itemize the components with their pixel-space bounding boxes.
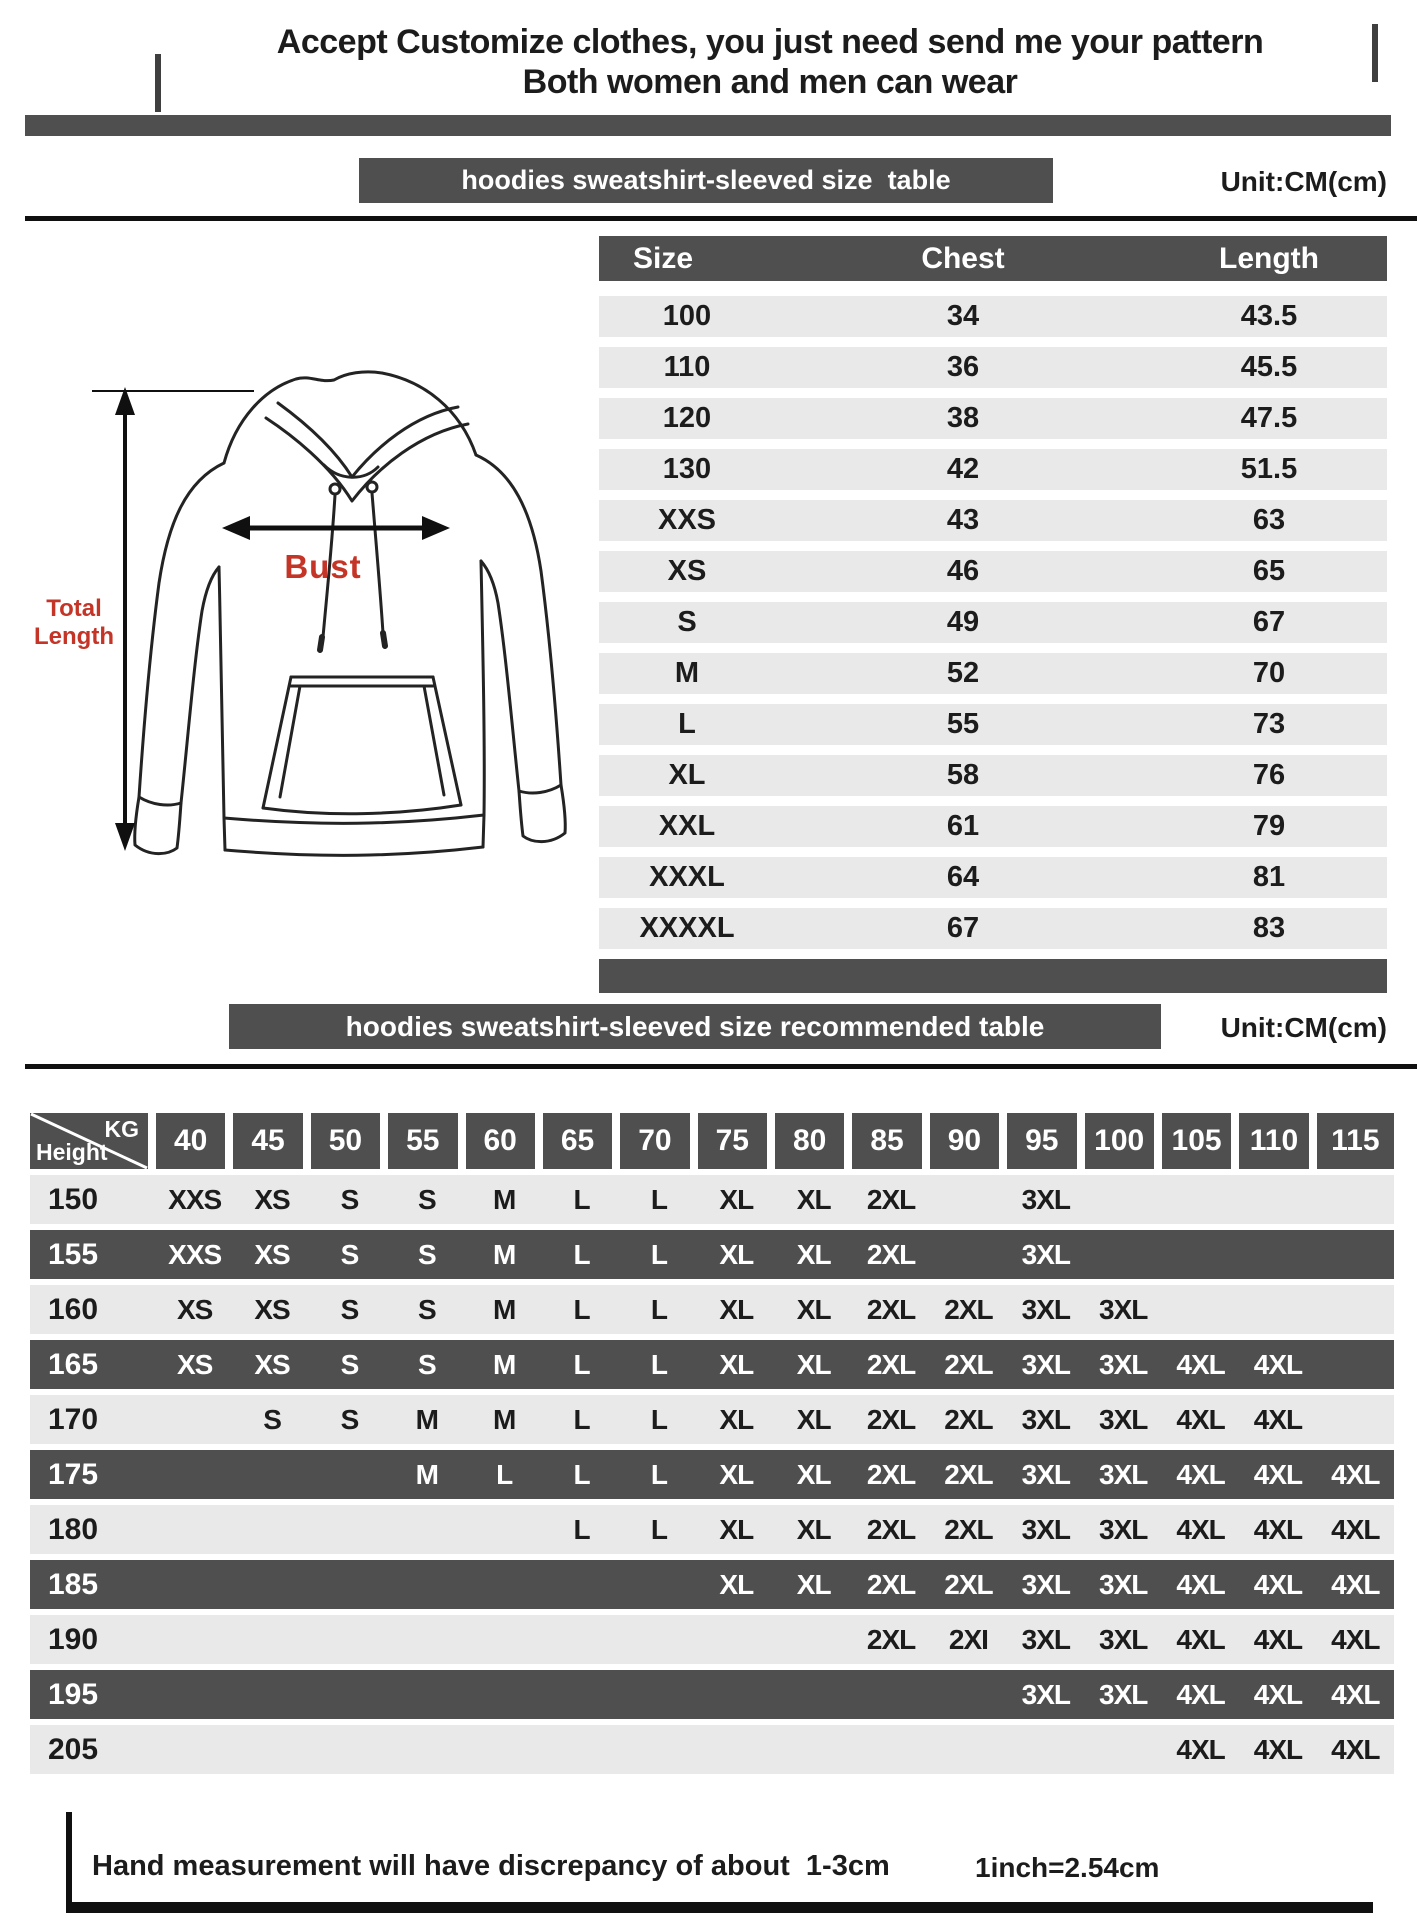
size-table-cell: 45.5 [1240, 351, 1298, 383]
height-kg-corner-cell [30, 1113, 148, 1169]
size-cell: L [650, 1183, 667, 1215]
recommended-table-row [30, 1725, 1394, 1774]
height-label: 150 [48, 1182, 99, 1216]
size-cell: 2XL [944, 1458, 993, 1490]
recommended-table-row [30, 1450, 1394, 1499]
size-cell: XL [719, 1403, 754, 1435]
size-table-cell: XL [668, 759, 706, 791]
size-table-body [599, 296, 1387, 949]
divider-line-middle [25, 1064, 1417, 1069]
size-table-cell: XXL [658, 810, 716, 842]
recommended-table-row [30, 1285, 1394, 1334]
size-table-cell: XXXXL [639, 912, 735, 944]
size-cell: XL [719, 1348, 754, 1380]
size-cell: S [340, 1183, 359, 1215]
size-cell: 2XL [944, 1403, 993, 1435]
size-cell: L [650, 1348, 667, 1380]
kg-corner-label: KG [104, 1116, 139, 1142]
height-label: 160 [48, 1292, 99, 1326]
size-cell: L [496, 1458, 513, 1490]
size-cell: 2XL [944, 1293, 993, 1325]
size-table-row [599, 551, 1387, 592]
size-cell: XL [796, 1513, 831, 1545]
size-table-unit-label: Unit:CM(cm) [1220, 166, 1387, 197]
size-cell: XS [177, 1348, 213, 1380]
recommended-table-row [30, 1175, 1394, 1224]
size-cell: 2XL [866, 1568, 916, 1600]
size-cell: L [650, 1293, 667, 1325]
size-table-header-row [599, 236, 1387, 281]
weight-header-cell: 80 [775, 1113, 844, 1169]
height-corner-label: Height [36, 1139, 108, 1165]
footer-bracket-vertical [66, 1812, 72, 1910]
size-cell: XL [719, 1458, 754, 1490]
measurement-note: Hand measurement will have discrepancy of about 1-3cm [92, 1850, 890, 1882]
size-table-row [599, 398, 1387, 439]
size-cell: M [415, 1403, 438, 1435]
size-cell: L [650, 1403, 667, 1435]
weight-header-cell: 100 [1085, 1113, 1154, 1169]
size-table-cell: 73 [1252, 708, 1286, 740]
size-cell: XL [719, 1183, 754, 1215]
size-cell: L [650, 1238, 667, 1270]
size-cell: S [263, 1403, 281, 1435]
size-table-footer-bar [599, 959, 1387, 993]
size-cell: 4XL [1176, 1513, 1225, 1545]
size-cell: S [417, 1238, 436, 1270]
size-cell: XXS [168, 1238, 222, 1270]
size-cell: 3XL [1099, 1623, 1148, 1655]
size-cell: XL [719, 1238, 754, 1270]
height-label: 170 [48, 1402, 99, 1436]
size-table-cell: 49 [946, 606, 980, 638]
size-cell: M [493, 1183, 516, 1215]
height-label: 165 [48, 1347, 99, 1381]
size-cell: M [493, 1348, 516, 1380]
size-table-row [599, 857, 1387, 898]
size-cell: 4XL [1176, 1403, 1225, 1435]
size-cell: XXS [168, 1183, 222, 1215]
size-table-cell: 65 [1252, 555, 1286, 587]
size-cell: 3XL [1099, 1678, 1148, 1710]
size-cell: XL [719, 1293, 754, 1325]
size-table-cell: 34 [946, 300, 980, 332]
size-table-row [599, 653, 1387, 694]
divider-line-top [25, 216, 1417, 221]
size-cell: L [650, 1458, 667, 1490]
size-cell: 3XL [1099, 1513, 1148, 1545]
size-cell: 3XL [1099, 1293, 1148, 1325]
size-table-row [599, 908, 1387, 949]
size-cell: 2XL [866, 1623, 916, 1655]
size-table-cell: 52 [946, 657, 980, 689]
size-column-header: Size [633, 241, 694, 275]
size-cell: 4XL [1176, 1733, 1225, 1765]
size-cell: XS [254, 1238, 290, 1270]
weight-header-cell: 110 [1239, 1113, 1308, 1169]
recommended-table-row [30, 1395, 1394, 1444]
size-cell: L [573, 1183, 590, 1215]
size-cell: 3XL [1099, 1403, 1148, 1435]
recommended-table-row [30, 1340, 1394, 1389]
recommended-table-rows [30, 1175, 1394, 1774]
size-cell: XL [796, 1293, 831, 1325]
size-cell: XL [796, 1238, 831, 1270]
size-cell: L [573, 1238, 590, 1270]
recommended-table-title-bar [229, 1004, 1161, 1049]
height-label: 190 [48, 1622, 99, 1656]
size-table-cell: M [674, 657, 700, 689]
size-table-cell: 100 [662, 300, 712, 332]
size-cell: S [417, 1293, 436, 1325]
size-table-row [599, 602, 1387, 643]
recommended-table-unit-label: Unit:CM(cm) [1220, 1012, 1387, 1043]
size-cell: 3XL [1099, 1568, 1148, 1600]
size-cell: L [573, 1458, 590, 1490]
size-cell: 4XL [1176, 1348, 1225, 1380]
recommended-table-header [30, 1113, 1394, 1169]
size-table-cell: 63 [1252, 504, 1286, 536]
size-table-cell: XXS [657, 504, 717, 536]
size-cell: 4XL [1176, 1623, 1225, 1655]
size-cell: 4XL [1253, 1458, 1303, 1490]
recommended-table [30, 1113, 1394, 1780]
size-cell: L [573, 1348, 590, 1380]
size-cell: 4XL [1331, 1458, 1380, 1490]
size-table-cell: 58 [946, 759, 980, 791]
size-cell: 2XL [866, 1293, 916, 1325]
height-label: 175 [48, 1457, 99, 1491]
size-cell: 2XL [944, 1568, 993, 1600]
weight-header-cell: 50 [311, 1113, 380, 1169]
size-table-cell: 130 [662, 453, 712, 485]
size-cell: M [493, 1293, 516, 1325]
size-table-row [599, 704, 1387, 745]
weight-header-cell: 70 [620, 1113, 689, 1169]
size-cell: L [650, 1513, 667, 1545]
size-cell: 3XL [1021, 1183, 1070, 1215]
size-table-cell: 51.5 [1240, 453, 1298, 485]
length-column-header: Length [1219, 241, 1319, 275]
size-cell: 3XL [1021, 1348, 1070, 1380]
size-cell: S [340, 1293, 359, 1325]
size-table-cell: 55 [946, 708, 980, 740]
height-label: 195 [48, 1677, 99, 1711]
recommended-table-row [30, 1670, 1394, 1719]
size-table-row [599, 347, 1387, 388]
size-cell: 2XL [866, 1183, 916, 1215]
recommended-table-row [30, 1615, 1394, 1664]
weight-header-cell: 85 [852, 1113, 921, 1169]
size-cell: 4XL [1253, 1678, 1303, 1710]
size-cell: 3XL [1099, 1458, 1148, 1490]
recommended-table-row [30, 1230, 1394, 1279]
size-cell: XL [719, 1513, 754, 1545]
size-table-cell: 38 [946, 402, 980, 434]
size-cell: S [417, 1348, 436, 1380]
size-cell: 3XL [1021, 1403, 1070, 1435]
size-cell: XL [796, 1183, 831, 1215]
size-cell: 4XL [1331, 1678, 1380, 1710]
height-label: 155 [48, 1237, 99, 1271]
size-table-row [599, 296, 1387, 337]
weight-header-cell: 45 [233, 1113, 302, 1169]
size-table-title: hoodies sweatshirt-sleeved size table [461, 165, 951, 195]
size-cell: XL [796, 1348, 831, 1380]
size-cell: 3XL [1021, 1568, 1070, 1600]
size-cell: 3XL [1021, 1623, 1070, 1655]
size-cell: 3XL [1021, 1513, 1070, 1545]
size-cell: XS [254, 1348, 290, 1380]
size-cell: S [340, 1238, 359, 1270]
size-table-cell: 83 [1252, 912, 1286, 944]
size-cell: 3XL [1021, 1458, 1070, 1490]
page-title [140, 22, 1400, 102]
title-line-1: Accept Customize clothes, you just need send me your pattern [276, 23, 1264, 61]
size-cell: 4XL [1331, 1733, 1380, 1765]
size-cell: 4XL [1176, 1678, 1225, 1710]
size-cell: 4XL [1331, 1513, 1380, 1545]
height-label: 205 [48, 1732, 99, 1766]
size-cell: 3XL [1021, 1293, 1070, 1325]
size-cell: XL [796, 1403, 831, 1435]
size-table-cell: 120 [662, 402, 712, 434]
size-cell: M [493, 1238, 516, 1270]
size-cell: 2XL [944, 1513, 993, 1545]
size-table-cell: 81 [1252, 861, 1286, 893]
size-table-cell: XS [667, 555, 707, 587]
size-cell: S [340, 1403, 359, 1435]
title-divider-band [25, 115, 1391, 136]
size-table-cell: 67 [946, 912, 980, 944]
size-table-row [599, 806, 1387, 847]
size-table-row [599, 500, 1387, 541]
chest-column-header: Chest [921, 241, 1005, 275]
weight-header-cell: 60 [466, 1113, 535, 1169]
size-cell: L [573, 1403, 590, 1435]
size-cell: 4XL [1176, 1568, 1225, 1600]
size-table-cell: 70 [1252, 657, 1286, 689]
recommended-table-title: hoodies sweatshirt-sleeved size recommended table [345, 1010, 1045, 1042]
size-cell: XS [254, 1183, 290, 1215]
weight-header-cell: 95 [1007, 1113, 1076, 1169]
weight-header-cell: 90 [930, 1113, 999, 1169]
size-cell: 4XL [1253, 1568, 1303, 1600]
size-cell: S [340, 1348, 359, 1380]
size-cell: 4XL [1253, 1733, 1303, 1765]
footer-bracket-horizontal [66, 1902, 1373, 1913]
size-cell: 3XL [1021, 1238, 1070, 1270]
size-cell: XL [796, 1458, 831, 1490]
size-table-cell: 43 [946, 504, 980, 536]
size-cell: XS [177, 1293, 213, 1325]
recommended-table-row [30, 1560, 1394, 1609]
size-cell: M [493, 1403, 516, 1435]
weight-header-cell: 55 [388, 1113, 457, 1169]
total-length-label: Total Length [34, 595, 114, 650]
height-label: 185 [48, 1567, 99, 1601]
size-cell: 2XL [866, 1458, 916, 1490]
size-cell: 2XL [866, 1403, 916, 1435]
size-table-cell: 36 [946, 351, 980, 383]
size-cell: 3XL [1021, 1678, 1070, 1710]
weight-header-cell: 105 [1162, 1113, 1231, 1169]
weight-header-cell: 115 [1317, 1113, 1394, 1169]
size-table-cell: 76 [1252, 759, 1286, 791]
size-cell: 3XL [1099, 1348, 1148, 1380]
size-cell: 2XL [866, 1513, 916, 1545]
height-label: 180 [48, 1512, 99, 1546]
size-cell: 4XL [1331, 1623, 1380, 1655]
size-cell: 4XL [1176, 1458, 1225, 1490]
size-table-row [599, 755, 1387, 796]
size-cell: XS [254, 1293, 290, 1325]
size-cell: 2XL [944, 1348, 993, 1380]
size-table-cell: 46 [946, 555, 980, 587]
size-table-cell: 67 [1252, 606, 1286, 638]
title-line-2: Both women and men can wear [522, 63, 1018, 101]
size-cell: 4XL [1253, 1513, 1303, 1545]
size-cell: 2XL [866, 1348, 916, 1380]
size-cell: XL [719, 1568, 754, 1600]
size-cell: XL [796, 1568, 831, 1600]
size-cell: 2XL [866, 1238, 916, 1270]
size-table-row [599, 449, 1387, 490]
size-cell: S [417, 1183, 436, 1215]
size-cell: 4XL [1331, 1568, 1380, 1600]
size-table [599, 236, 1387, 993]
size-table-cell: S [677, 606, 697, 638]
weight-header-cell: 65 [543, 1113, 612, 1169]
size-table-cell: 64 [946, 861, 980, 893]
inch-conversion-note: 1inch=2.54cm [975, 1852, 1160, 1883]
size-table-cell: XXXL [649, 861, 725, 893]
size-table-cell: L [678, 708, 696, 740]
size-table-cell: 42 [946, 453, 980, 485]
size-cell: L [573, 1293, 590, 1325]
size-cell: 2XI [948, 1623, 988, 1655]
size-table-title-bar [359, 158, 1053, 203]
size-cell: 4XL [1253, 1623, 1303, 1655]
hoodie-measurement-diagram [28, 345, 578, 880]
size-cell: L [573, 1513, 590, 1545]
size-table-cell: 61 [946, 810, 980, 842]
weight-header-cell: 40 [156, 1113, 225, 1169]
recommended-table-row [30, 1505, 1394, 1554]
size-cell: 4XL [1253, 1348, 1303, 1380]
weight-header-cell: 75 [698, 1113, 767, 1169]
size-table-cell: 47.5 [1240, 402, 1298, 434]
bust-label: Bust [284, 548, 362, 585]
size-cell: 4XL [1253, 1403, 1303, 1435]
size-cell: M [415, 1458, 438, 1490]
size-table-cell: 43.5 [1240, 300, 1298, 332]
size-table-cell: 110 [663, 351, 711, 383]
size-table-cell: 79 [1252, 810, 1286, 842]
